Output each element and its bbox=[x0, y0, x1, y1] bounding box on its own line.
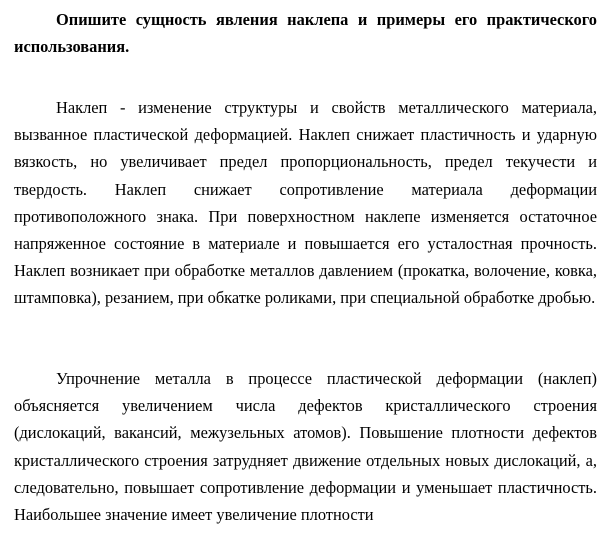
paragraph-definition: Наклеп - изменение структуры и свойств металлического материала, вызванное пластической деформацией. Наклеп снижает пластичность и ударную вязкость, но увеличивает предел пропорциональность, предел текучести и твердость. Наклеп снижает сопротивление материала деформации противоположного знака. При поверхностном наклепе изменяется остаточное напряженное состояние в материале и повышается его усталостная прочность. Наклеп возникает при обработке металлов давлением (прокатка, волочение, ковка, штамповка), резанием, при обкатке роликами, при специальной обработке дробью. bbox=[14, 98, 597, 308]
question-heading: Опишите сущность явления наклепа и примеры его практического использования. bbox=[14, 10, 597, 56]
paragraph-mechanism: Упрочнение металла в процессе пластической деформации (наклеп) объясняется увеличением числа дефектов кристаллического строения (дислокаций, вакансий, межузельных атомов). Повышение плотности дефектов кристаллического строения затрудняет движение отдельных новых дислокаций, а, следовательно, повышает сопротивление деформации и уменьшает пластичность. Наибольшее значение имеет увеличение плотности bbox=[14, 369, 597, 525]
